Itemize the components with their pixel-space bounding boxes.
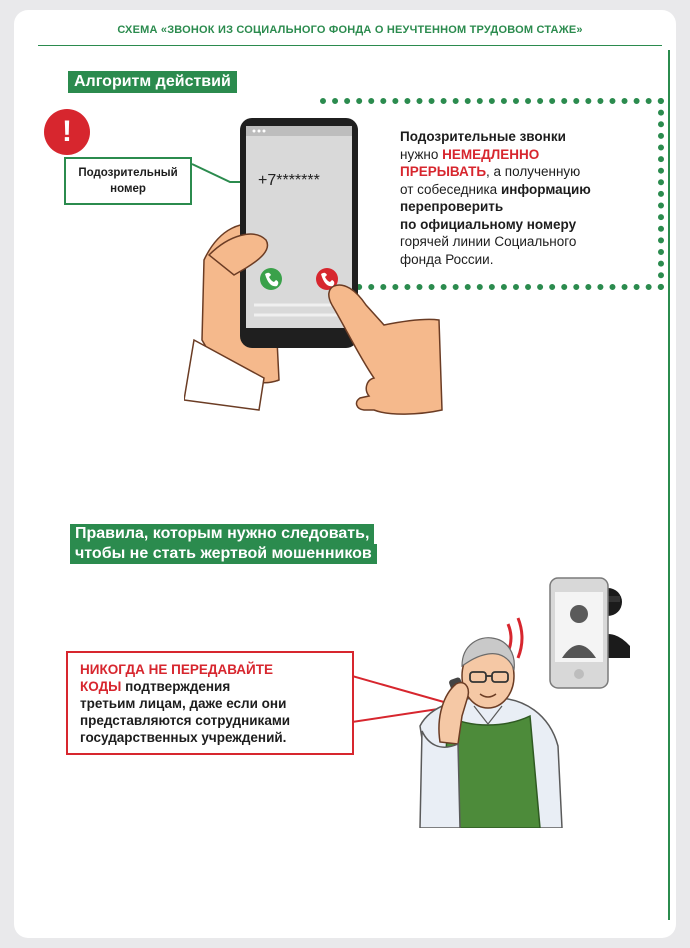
algo-text-p1: Подозрительные звонки xyxy=(400,129,566,144)
algo-text-p4: ПРЕРЫВАТЬ xyxy=(400,164,487,179)
suspicious-number-label xyxy=(66,165,190,197)
rules-tag-line2: чтобы не стать жертвой мошенников xyxy=(70,544,377,564)
suspect-label-line2: номер xyxy=(110,183,146,195)
codes-l4: представляются сотрудниками xyxy=(80,713,291,728)
algorithm-instructions xyxy=(400,128,640,268)
codes-l1: НИКОГДА НЕ ПЕРЕДАВАЙТЕ xyxy=(80,662,273,677)
codes-l5: государственных учреждений. xyxy=(80,730,287,745)
warning-icon: ! xyxy=(44,109,90,155)
suspicious-number-callout xyxy=(64,157,192,205)
elderly-man-illustration xyxy=(400,566,630,828)
algo-text-p10: горячей линии Социального xyxy=(400,234,577,249)
algo-text-p5: , а полученную xyxy=(486,164,581,179)
codes-warning-callout xyxy=(66,651,354,755)
algo-text-p11: фонда России. xyxy=(400,251,494,267)
suspect-label-line1: Подозрительный xyxy=(78,167,178,179)
infographic-sheet xyxy=(14,10,676,938)
codes-l3: третьим лицам, даже если они xyxy=(80,696,287,711)
algorithm-tag: Алгоритм действий xyxy=(68,71,237,93)
algo-text-p7: информацию xyxy=(500,181,591,197)
codes-l2b: подтверждения xyxy=(121,679,231,694)
algo-text-p6: от собеседника xyxy=(400,181,501,197)
rules-tag xyxy=(70,524,377,564)
algo-text-p3: НЕМЕДЛЕННО xyxy=(442,146,540,162)
rules-tag-line1: Правила, которым нужно следовать, xyxy=(70,524,374,544)
codes-warning-text xyxy=(80,661,350,746)
algo-text-p2: нужно xyxy=(400,146,443,162)
algo-text-p8: перепроверить xyxy=(400,199,504,214)
codes-l2a: КОДЫ xyxy=(80,679,122,694)
algo-text-p9: по официальному номеру xyxy=(400,216,577,232)
phone-number-display: +7******* xyxy=(258,172,320,189)
header-divider xyxy=(38,45,662,46)
right-border-line xyxy=(668,50,670,920)
page-header: СХЕМА «ЗВОНОК ИЗ СОЦИАЛЬНОГО ФОНДА О НЕУЧТЕННОМ ТРУДОВОМ СТАЖЕ» xyxy=(117,24,583,36)
